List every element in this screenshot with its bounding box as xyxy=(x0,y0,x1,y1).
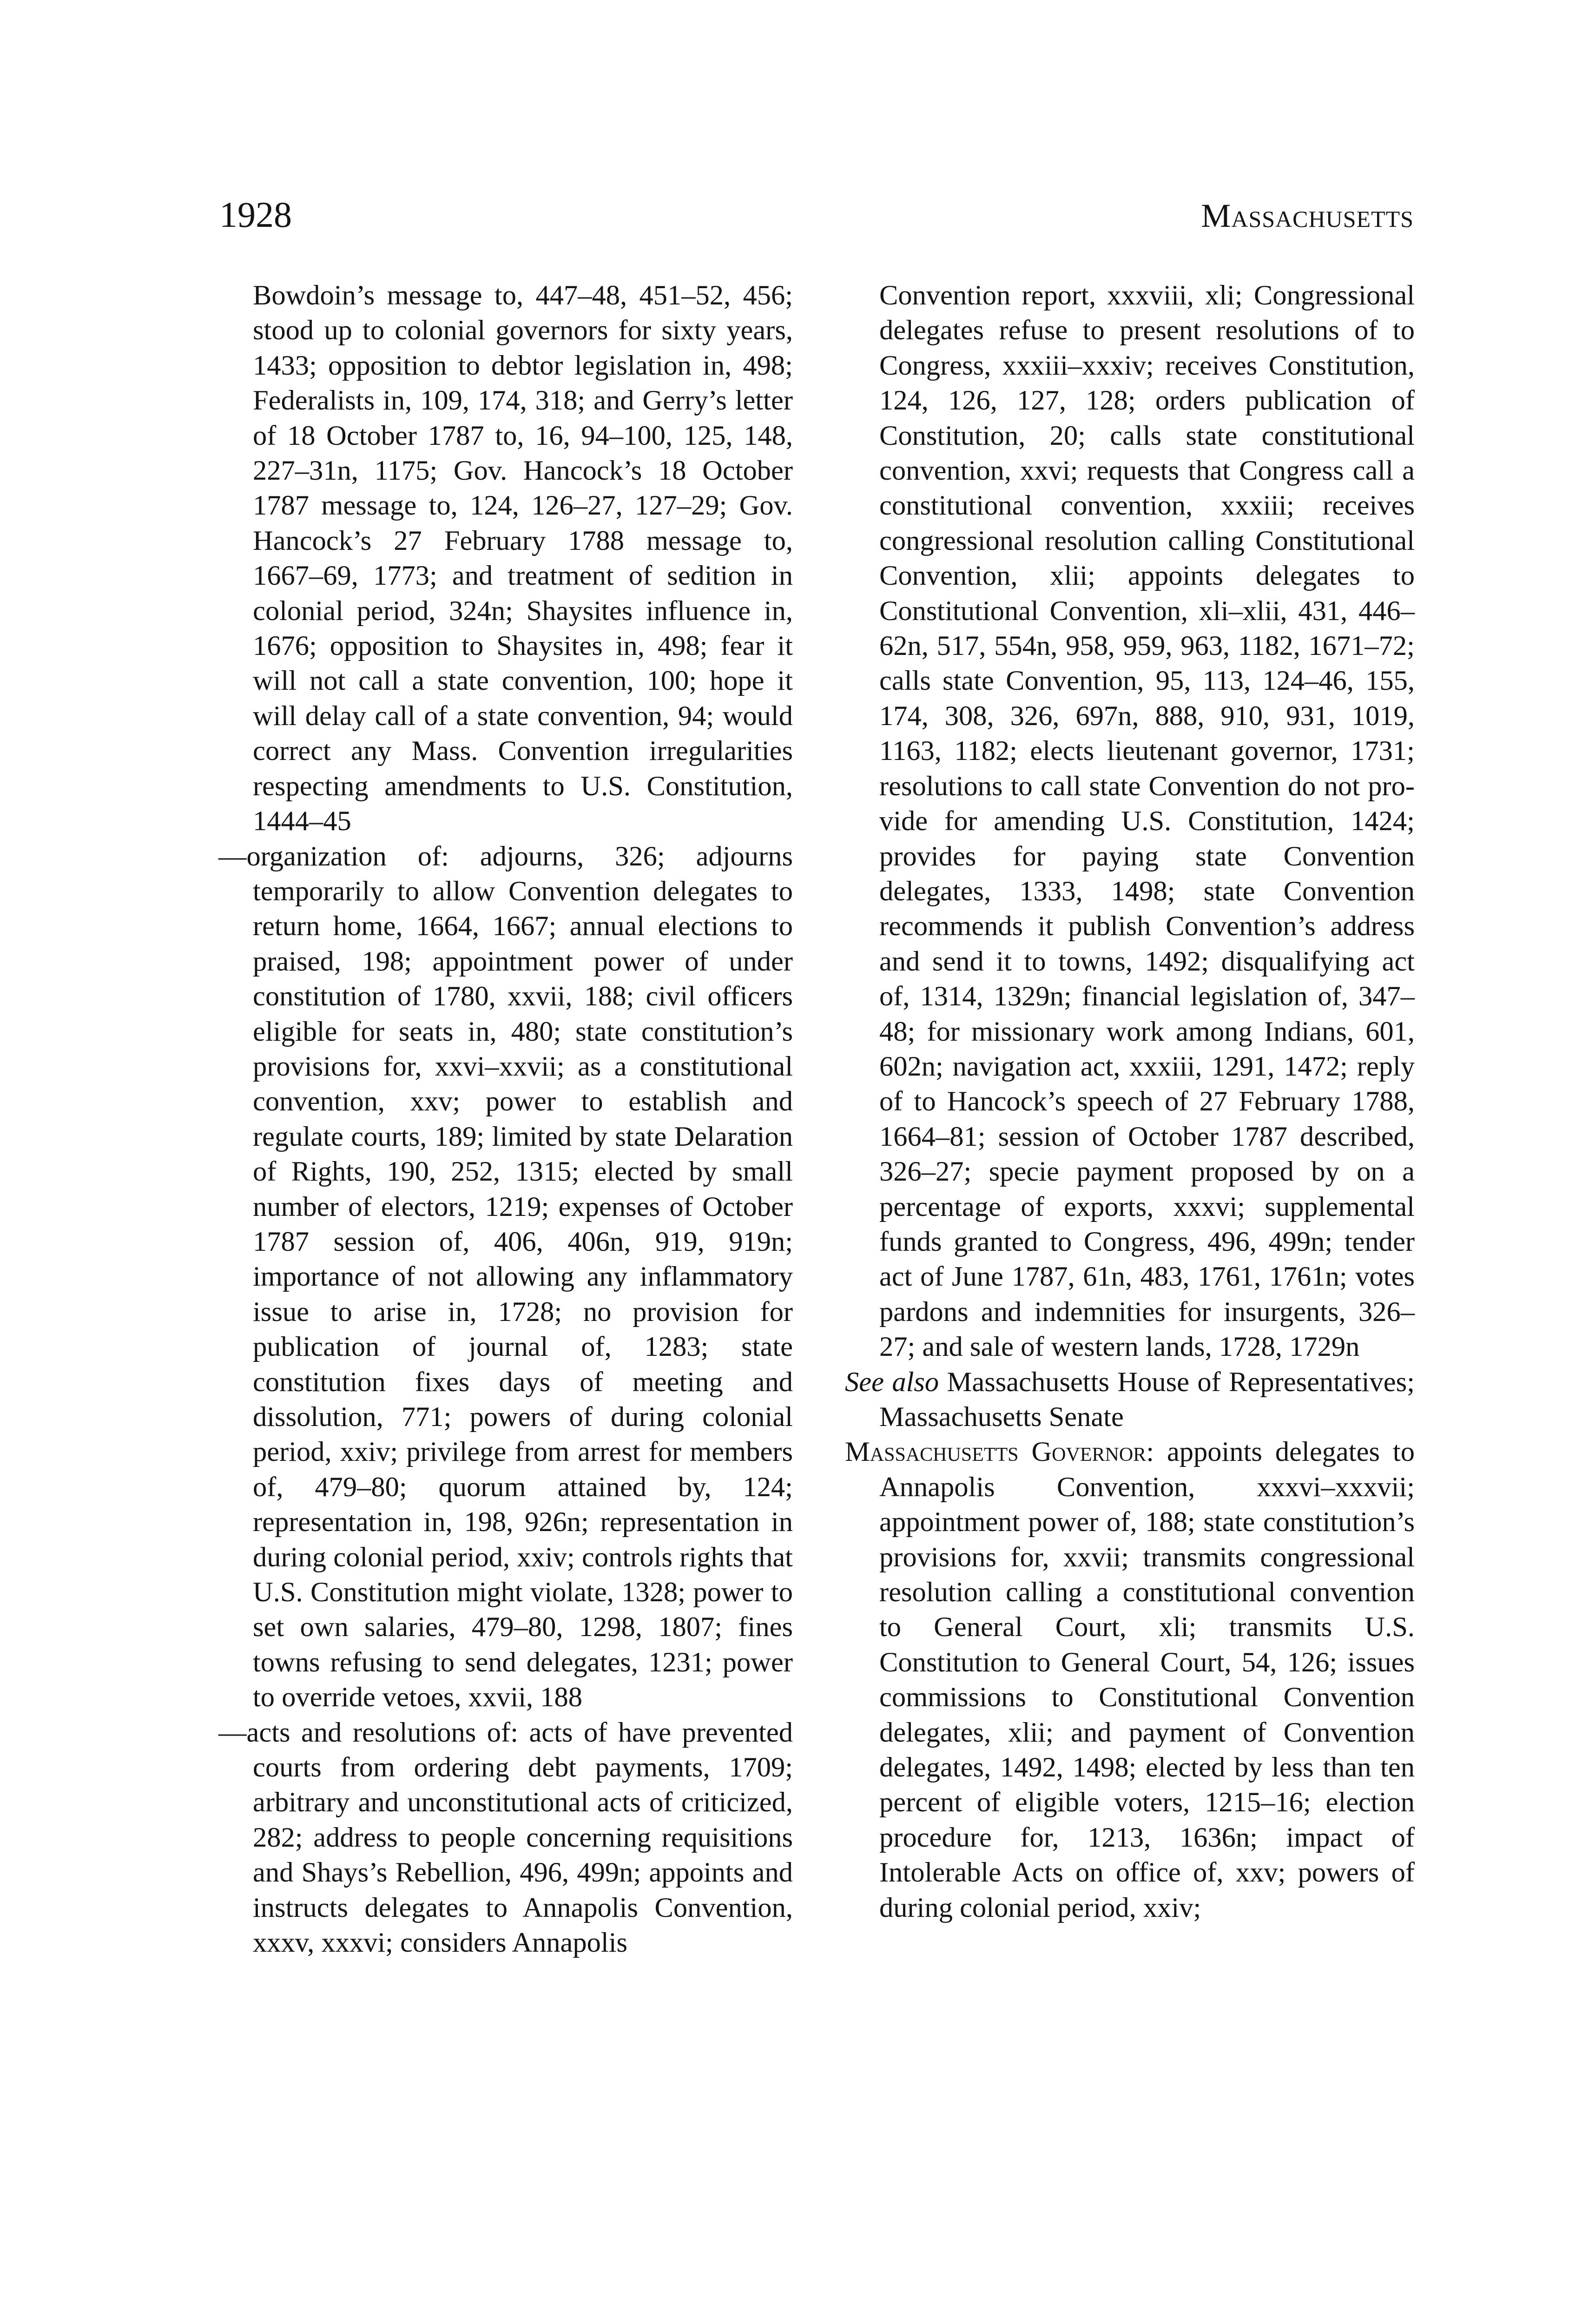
index-entry-governor xyxy=(845,1434,1415,1925)
index-entry-text: : appoints delegates to Annapolis Convention, xxxvi–xxxvii; appointment power of, 188; state constitution’s provisions for, xxvii; transmits congressional resolution calling a constitutional convention to General Court, xli; transmits U.S. Constitution to General Court, 54, 126; issues commissions to Constitutional Convention delegates, xlii; and payment of Convention delegates, 1492, 1498; elected by less than ten percent of eligible voters, 1215–16; election procedure for, 1213, 1636n; impact of Intolerable Acts on office of, xxv; powers of during colonial period, xxiv; xyxy=(879,1436,1415,1923)
see-also-reference xyxy=(845,1365,1415,1435)
index-entry-continuation: Bowdoin’s message to, 447–48, 451–52, 456; stood up to colonial governors for sixty years, 1433; opposition to debtor legislation in, 498; Federalists in, 109, 174, 318; and Gerry’s letter of 18 October 1787 to, 16, 94–100, 125, 148, 227–31n, 1175; Gov. Hancock’s 18 October 1787 message to, 124, 126–27, 127–29; Gov. Hancock’s 27 February 1788 message to, 1667–69, 1773; and treatment of sedition in colonial period, 324n; Shaysites influence in, 1676; opposition to Shaysites in, 498; fear it will not call a state convention, 100; hope it will delay call of a state convention, 94; would correct any Mass. Convention irregularities respecting amendments to U.S. Constitution, 1444–45 xyxy=(253,280,793,837)
page-number: 1928 xyxy=(219,194,292,235)
index-heading: Massachusetts Governor xyxy=(845,1436,1147,1468)
see-also-label: See also xyxy=(845,1366,939,1398)
index-entry-continuation: Convention report, xxxviii, xli; Congressional delegates refuse to present resolutions of to Congress, xxxiii–xxxiv; receives Constitution, 124, 126, 127, 128; orders publication of Constitution, 20; calls state constitutional convention, xxvi; requests that Congress call a constitutional convention, xxxiii; receives congressional resolution calling Constitutional Convention, xlii; appoints delegates to Constitutional Convention, xli–xlii, 431, 446–62n, 517, 554n, 958, 959, 963, 1182, 1671–72; calls state Convention, 95, 113, 124–46, 155, 174, 308, 326, 697n, 888, 910, 931, 1019, 1163, 1182; elects lieutenant governor, 1731; resolutions to call state Convention do not provide for amending U.S. Constitution, 1424; provides for paying state Convention delegates, 1333, 1498; state Convention recommends it publish Convention’s address and send it to towns, 1492; disqualifying act of, 1314, 1329n; financial legislation of, 347–48; for missionary work among Indians, 601, 602n; navigation act, xxxiii, 1291, 1472; reply of to Hancock’s speech of 27 February 1788, 1664–81; session of October 1787 described, 326–27; specie payment proposed by on a percentage of exports, xxxvi; supplemental funds granted to Congress, 496, 499n; tender act of June 1787, 61n, 483, 1761, 1761n; votes pardons and indemnities for insurgents, 326–27; and sale of western lands, 1728, 1729n xyxy=(879,280,1415,1363)
index-subentry-acts: —acts and resolutions of: acts of have prevented courts from ordering debt payments, 1709; arbitrary and unconstitutional acts of criticized, 282; address to people concerning requisitions and Shays’s Rebellion, 496, 499n; appoints and instructs delegates to Annapolis Convention, xxxv, xxxvi; considers Annapolis xyxy=(218,1717,793,1959)
index-column-right xyxy=(845,278,1415,1925)
see-also-text: Massachusetts House of Representatives; Massachusetts Senate xyxy=(879,1366,1415,1433)
running-head: Massachusetts xyxy=(1201,197,1414,234)
index-column-left xyxy=(218,278,793,1961)
index-subentry-organization: —organization of: adjourns, 326; adjourns temporarily to allow Convention delegates to return home, 1664, 1667; annual elections to praised, 198; appointment power of under constitution of 1780, xxvii, 188; civil officers eligible for seats in, 480; state constitution’s provisions for, xxvi–xxvii; as a constitutional convention, xxv; power to establish and regulate courts, 189; limited by state Delaration of Rights, 190, 252, 1315; elected by small number of electors, 1219; expenses of October 1787 session of, 406, 406n, 919, 919n; importance of not allowing any inflammatory issue to arise in, 1728; no provision for publication of journal of, 1283; state constitution fixes days of meeting and dissolution, 771; powers of during colonial period, xxiv; privilege from arrest for members of, 479–80; quorum attained by, 124; representation in, 198, 926n; representation in during colonial period, xxiv; controls rights that U.S. Constitution might violate, 1328; power to set own salaries, 479–80, 1298, 1807; fines towns refusing to send delegates, 1231; power to override vetoes, xxvii, 188 xyxy=(218,840,793,1713)
